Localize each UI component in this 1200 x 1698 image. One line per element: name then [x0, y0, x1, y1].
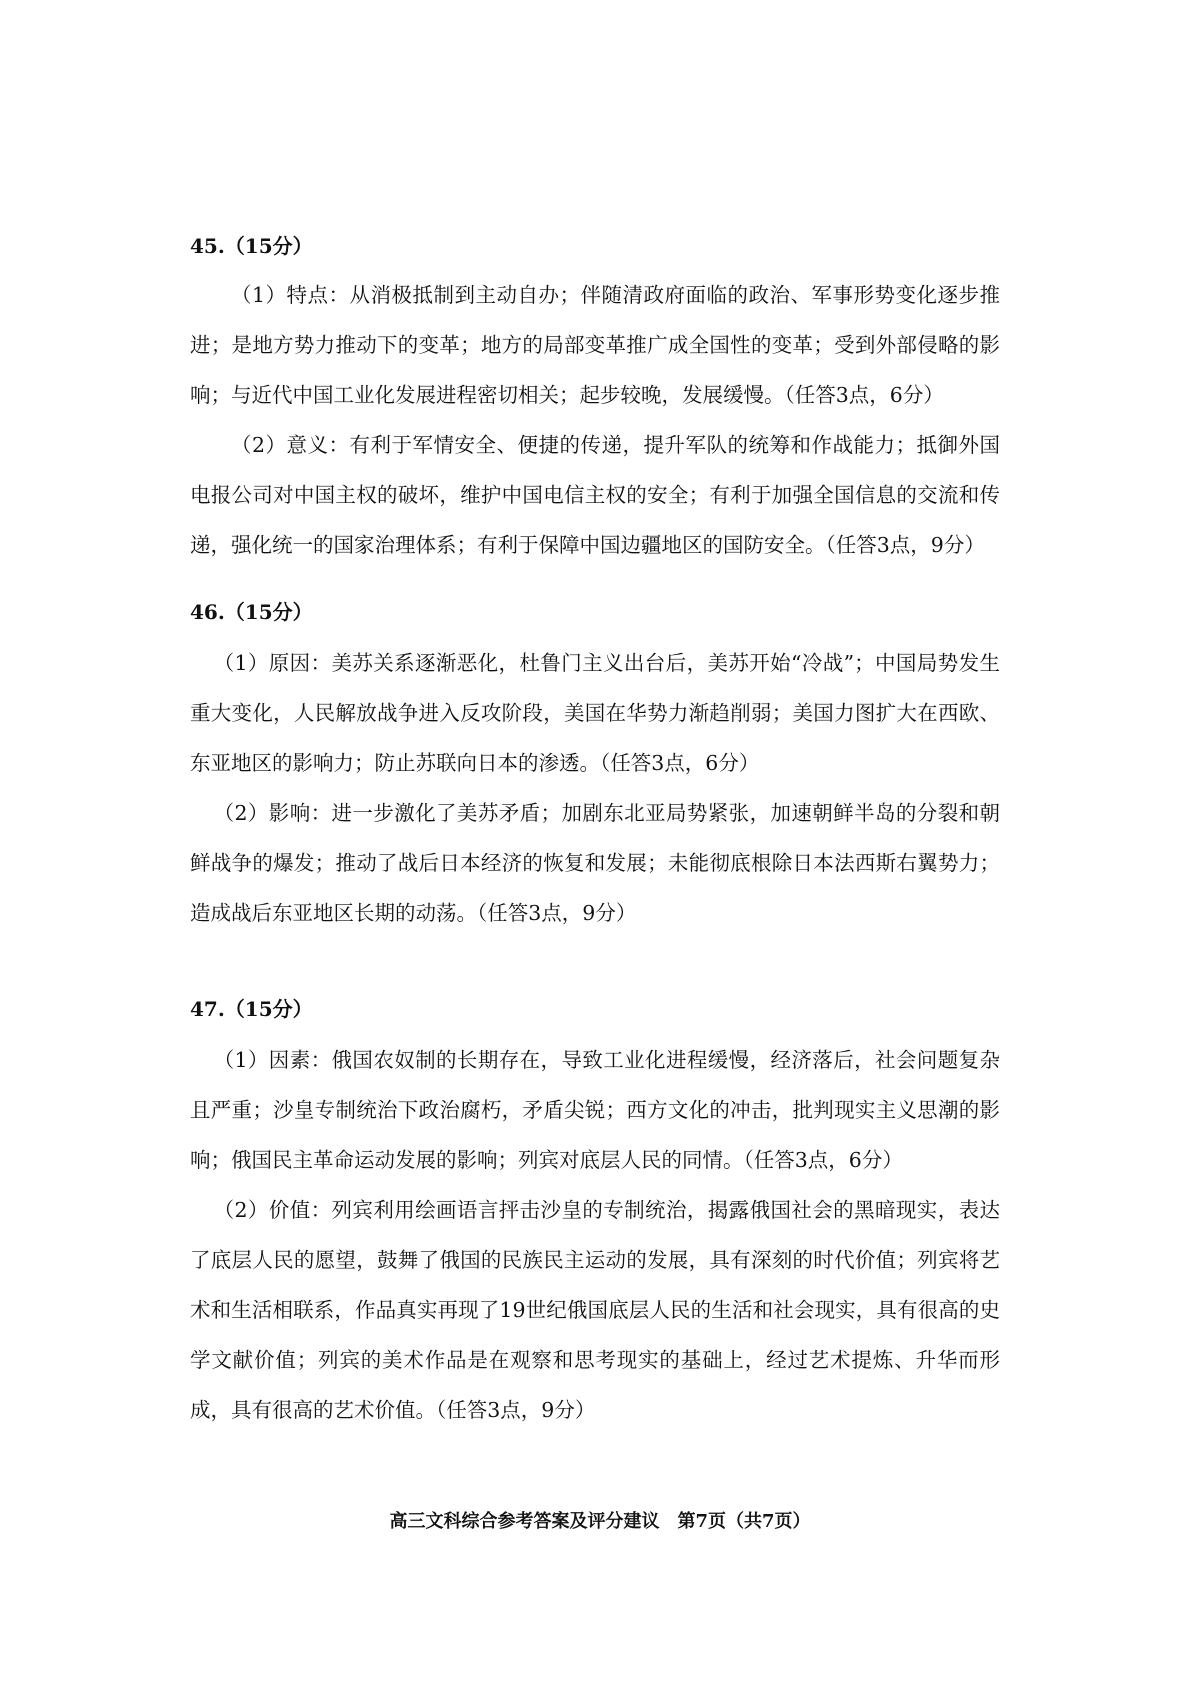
question-47-heading: 47.（15分） — [190, 997, 313, 1021]
question-46-part-2: （2）影响：进一步激化了美苏矛盾；加剧东北亚局势紧张，加速朝鲜半岛的分裂和朝鲜战争的爆发；推动了战后日本经济的恢复和发展；未能彻底根除日本法西斯右翼势力；造成战后东亚地区长期的动荡。（任答3点，9分） — [190, 801, 1000, 925]
question-46-part-1: （1）原因：美苏关系逐渐恶化，杜鲁门主义出台后，美苏开始“冷战”；中国局势发生重大变化，人民解放战争进入反攻阶段，美国在华势力渐趋削弱；美国力图扩大在西欧、东亚地区的影响力；防止苏联向日本的渗透。（任答3点，6分） — [190, 651, 1000, 775]
page-footer: 高三文科综合参考答案及评分建议 第7页（共7页） — [389, 1511, 811, 1532]
question-45-part-2: （2）意义：有利于军情安全、便捷的传递，提升军队的统筹和作战能力；抵御外国电报公司对中国主权的破坏，维护中国电信主权的安全；有利于加强全国信息的交流和传递，强化统一的国家治理体系；有利于保障中国边疆地区的国防安全。（任答3点，9分） — [190, 433, 1000, 557]
question-45-heading: 45.（15分） — [190, 234, 313, 258]
question-46-heading: 46.（15分） — [190, 600, 313, 624]
question-47-part-1: （1）因素：俄国农奴制的长期存在，导致工业化进程缓慢，经济落后，社会问题复杂且严重；沙皇专制统治下政治腐朽，矛盾尖锐；西方文化的冲击，批判现实主义思潮的影响；俄国民主革命运动发展的影响；列宾对底层人民的同情。（任答3点，6分） — [190, 1048, 1000, 1172]
question-45-part-1: （1）特点：从消极抵制到主动自办；伴随清政府面临的政治、军事形势变化逐步推进；是地方势力推动下的变革；地方的局部变革推广成全国性的变革；受到外部侵略的影响；与近代中国工业化发展进程密切相关；起步较晚，发展缓慢。（任答3点，6分） — [190, 283, 1000, 407]
question-47-part-2: （2）价值：列宾利用绘画语言抨击沙皇的专制统治，揭露俄国社会的黑暗现实，表达了底层人民的愿望，鼓舞了俄国的民族民主运动的发展，具有深刻的时代价值；列宾将艺术和生活相联系，作品真实再现了19世纪俄国底层人民的生活和社会现实，具有很高的史学文献价值；列宾的美术作品是在观察和思考现实的基础上，经过艺术提炼、升华而形成，具有很高的艺术价值。（任答3点，9分） — [190, 1198, 1000, 1422]
